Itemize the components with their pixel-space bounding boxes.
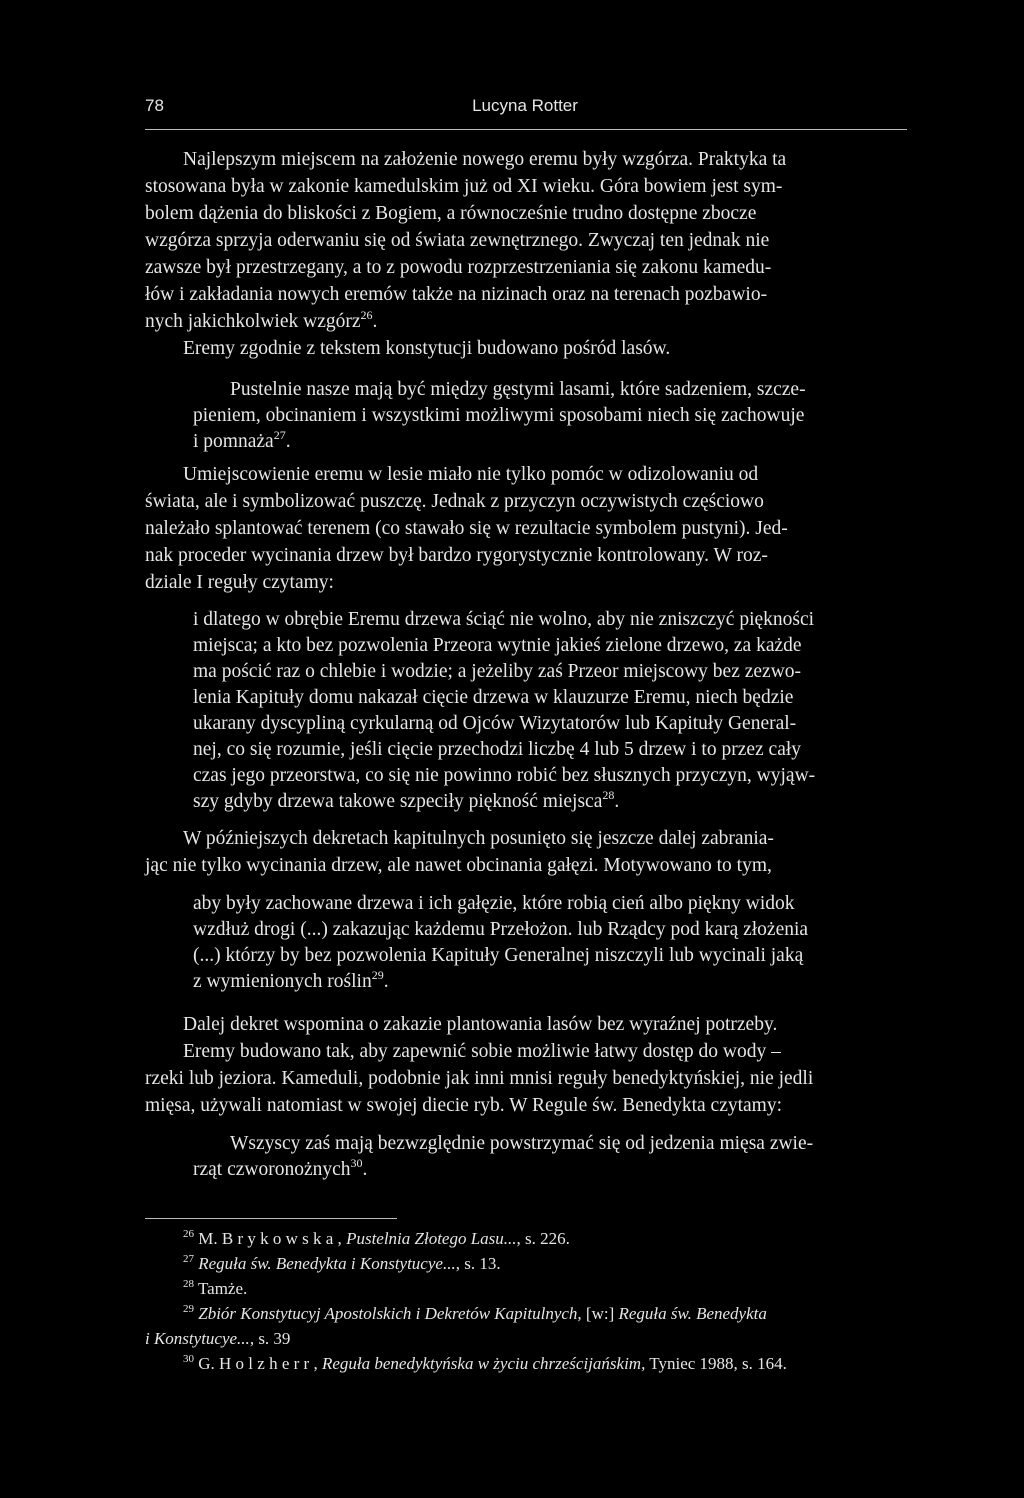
footnote-rule	[145, 1218, 397, 1219]
quote-line	[193, 969, 389, 995]
footnote-title: Reguła św. Benedykta i Konstytucye...	[198, 1254, 456, 1273]
quote-line: (...) którzy by bez pozwolenia Kapituły Generalnej niszczyli lub wycinali jaką	[193, 945, 804, 966]
quote-text: szy gdyby drzewa takowe szpeciły piękność miejsca	[193, 791, 603, 812]
footnote-rest: , s. 13.	[455, 1254, 501, 1273]
quote-line: wzdłuż drogi (...) zakazując każdemu Przełożon. lub Rządcy pod karą złożenia	[193, 919, 809, 940]
punctuation: .	[372, 311, 378, 332]
body-line: należało splantować terenem (co stawało się w rezultacie symbolem pustyni). Jed-	[145, 518, 788, 539]
header-rule	[145, 129, 907, 130]
body-line: Eremy budowano tak, aby zapewnić sobie możliwie łatwy dostęp do wody –	[183, 1041, 781, 1062]
running-title: Lucyna Rotter	[472, 96, 578, 115]
body-text: nych jakichkolwiek wzgórz	[145, 311, 361, 332]
footnote-27	[183, 1251, 501, 1277]
footnote-text: Tamże.	[197, 1279, 248, 1298]
quote-line: ma pościć raz o chlebie i wodzie; a jeżeliby zaś Przeor miejscowy bez zezwo-	[193, 661, 802, 682]
quote-line: lenia Kapituły domu nakazał cięcie drzewa w klauzurze Eremu, niech będzie	[193, 687, 794, 708]
quote-line: nej, co się rozumie, jeśli cięcie przechodzi liczbę 4 lub 5 drzew i to przez cały	[193, 739, 802, 760]
quote-line: czas jego przeorstwa, co się nie powinno robić bez słusznych przyczyn, wyjąw-	[193, 765, 816, 786]
quote-line	[193, 789, 619, 815]
footnote-ref[interactable]: 30	[350, 1156, 363, 1170]
quote-line: aby były zachowane drzewa i ich gałęzie, które robią cień albo piękny widok	[193, 893, 795, 914]
footnote-number: 27	[183, 1253, 194, 1265]
footnote-ref[interactable]: 27	[273, 428, 286, 442]
body-line: zawsze był przestrzegany, a to z powodu rozprzestrzeniania się zakonu kamedu-	[145, 257, 772, 278]
footnote-rest: , s. 39	[249, 1329, 291, 1348]
body-line: mięsa, używali natomiast w swojej diecie ryb. W Regule św. Benedykta czytamy:	[145, 1095, 783, 1116]
quote-line	[193, 1157, 367, 1183]
footnote-title: Pustelnia Złotego Lasu...	[346, 1229, 517, 1248]
footnote-rest: , s. 226.	[516, 1229, 570, 1248]
footnote-number: 29	[183, 1303, 194, 1315]
footnote-number: 26	[183, 1228, 194, 1240]
punctuation: .	[362, 1159, 368, 1180]
footnote-mid: [w:]	[581, 1304, 619, 1323]
quote-line	[193, 429, 291, 455]
footnote-29-cont	[145, 1326, 290, 1352]
quote-text: i pomnaża	[193, 431, 274, 452]
quote-line: miejsca; a kto bez pozwolenia Przeora wytnie jakieś zielone drzewo, za każde	[193, 635, 802, 656]
body-line: rzeki lub jeziora. Kameduli, podobnie jak inni mnisi reguły benedyktyńskiej, nie jedli	[145, 1068, 814, 1089]
body-line: Najlepszym miejscem na założenie nowego eremu były wzgórza. Praktyka ta	[183, 149, 787, 170]
body-line: Dalej dekret wspomina o zakazie plantowania lasów bez wyraźnej potrzeby.	[183, 1014, 778, 1035]
footnote-ref[interactable]: 29	[371, 968, 384, 982]
footnote-title: Reguła benedyktyńska w życiu chrześcijańskim,	[321, 1354, 646, 1373]
quote-line: i dlatego w obrębie Eremu drzewa ściąć nie wolno, aby nie zniszczyć piękności	[193, 609, 815, 630]
quote-line: pieniem, obcinaniem i wszystkimi możliwymi sposobami niech się zachowuje	[193, 405, 805, 426]
footnote-ref[interactable]: 28	[602, 788, 615, 802]
body-line: bolem dążenia do bliskości z Bogiem, a równocześnie trudno dostępne zbocze	[145, 203, 757, 224]
body-line: świata, ale i symbolizować puszczę. Jednak z przyczyn oczywistych częściowo	[145, 491, 764, 512]
footnote-author: G. H o l z h e r r ,	[198, 1354, 318, 1373]
body-line	[145, 309, 377, 335]
body-line: Eremy zgodnie z tekstem konstytucji budowano pośród lasów.	[183, 338, 671, 359]
footnote-author: M. B r y k o w s k a ,	[198, 1229, 342, 1248]
footnote-title: i Konstytucye...	[145, 1329, 250, 1348]
quote-line: Wszyscy zaś mają bezwzględnie powstrzymać się od jedzenia mięsa zwie-	[230, 1133, 814, 1154]
footnote-ref[interactable]: 26	[360, 308, 373, 322]
body-line: jąc nie tylko wycinania drzew, ale nawet obcinania gałęzi. Motywowano to tym,	[145, 855, 772, 876]
footnote-title: Zbiór Konstytucyj Apostolskich i Dekretów Kapitulnych,	[198, 1304, 582, 1323]
body-line: wzgórza sprzyja oderwaniu się od świata zewnętrznego. Zwyczaj ten jednak nie	[145, 230, 770, 251]
body-line: W późniejszych dekretach kapitulnych posunięto się jeszcze dalej zabrania-	[183, 828, 774, 849]
footnote-title: Reguła św. Benedykta	[618, 1304, 767, 1323]
body-line: łów i zakładania nowych eremów także na nizinach oraz na terenach pozbawio-	[145, 284, 768, 305]
punctuation: .	[614, 791, 620, 812]
quote-text: rząt czworonożnych	[193, 1159, 351, 1180]
punctuation: .	[285, 431, 291, 452]
footnote-28	[183, 1276, 247, 1302]
body-line: nak proceder wycinania drzew był bardzo rygorystycznie kontrolowany. W roz-	[145, 545, 768, 566]
footnote-number: 30	[183, 1353, 194, 1365]
page-number: 78	[145, 96, 164, 115]
body-line: Umiejscowienie eremu w lesie miało nie tylko pomóc w odizolowaniu od	[183, 464, 759, 485]
footnote-26	[183, 1226, 570, 1252]
footnote-29	[183, 1301, 907, 1327]
quote-line: Pustelnie nasze mają być między gęstymi lasami, które sadzeniem, szcze-	[230, 379, 806, 400]
body-line: stosowana była w zakonie kamedulskim już od XI wieku. Góra bowiem jest sym-	[145, 176, 783, 197]
punctuation: .	[383, 971, 389, 992]
footnote-30	[183, 1351, 787, 1377]
body-line: dziale I reguły czytamy:	[145, 572, 334, 593]
footnote-number: 28	[183, 1278, 194, 1290]
quote-line: ukarany dyscypliną cyrkularną od Ojców Wizytatorów lub Kapituły General-	[193, 713, 797, 734]
footnote-rest: Tyniec 1988, s. 164.	[645, 1354, 787, 1373]
page-header	[145, 96, 905, 120]
quote-text: z wymienionych roślin	[193, 971, 372, 992]
